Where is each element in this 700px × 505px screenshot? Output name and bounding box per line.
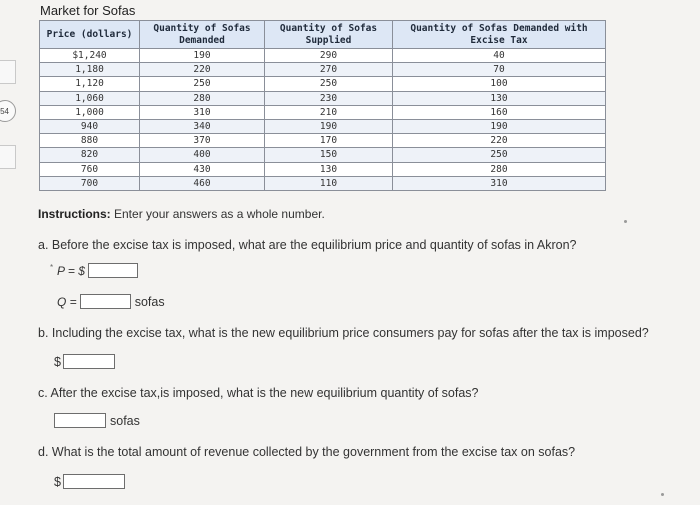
cell-price: 940 [40, 119, 140, 133]
cell-qty-supplied: 170 [265, 134, 393, 148]
dollar-sign: $ [54, 474, 61, 489]
cell-price: 760 [40, 162, 140, 176]
table-row [40, 91, 606, 105]
side-tab[interactable] [0, 60, 16, 84]
question-number-badge[interactable]: 54 [0, 100, 16, 122]
table-row [40, 105, 606, 119]
decorative-dot [661, 493, 664, 496]
header-qty-demanded: Quantity of Sofas Demanded [140, 21, 265, 49]
revenue-answer-row [54, 474, 125, 489]
instructions-text: Enter your answers as a whole number. [110, 207, 325, 221]
cell-qty-demanded-tax: 70 [393, 63, 606, 77]
decorative-dot [624, 220, 627, 223]
instructions [38, 207, 325, 221]
tax-price-answer-row [54, 354, 115, 369]
header-qty-supplied: Quantity of Sofas Supplied [265, 21, 393, 49]
cell-qty-demanded: 190 [140, 49, 265, 63]
header-price: Price (dollars) [40, 21, 140, 49]
cell-qty-demanded-tax: 160 [393, 105, 606, 119]
cell-qty-demanded: 370 [140, 134, 265, 148]
cell-qty-demanded-tax: 250 [393, 148, 606, 162]
quantity-label: Q = [57, 294, 77, 309]
question-b-text: b. Including the excise tax, what is the new equilibrium price consumers pay for sofas after the tax is imposed? [38, 326, 649, 340]
cell-qty-demanded-tax: 220 [393, 134, 606, 148]
cell-price: 1,120 [40, 77, 140, 91]
cell-qty-demanded-tax: 310 [393, 176, 606, 190]
question-a-text: a. Before the excise tax is imposed, what are the equilibrium price and quantity of sofas in Akron? [38, 238, 577, 252]
dollar-sign: $ [54, 354, 61, 369]
cell-qty-supplied: 190 [265, 119, 393, 133]
cell-qty-demanded: 430 [140, 162, 265, 176]
table-row [40, 77, 606, 91]
table-row [40, 176, 606, 190]
cell-qty-demanded: 280 [140, 91, 265, 105]
cell-price: 1,000 [40, 105, 140, 119]
table-row [40, 63, 606, 77]
cell-qty-demanded: 460 [140, 176, 265, 190]
tax-quantity-unit: sofas [110, 413, 140, 428]
cell-qty-demanded: 400 [140, 148, 265, 162]
market-table [39, 20, 606, 191]
cell-qty-demanded: 250 [140, 77, 265, 91]
cell-qty-demanded: 310 [140, 105, 265, 119]
price-answer-row [57, 263, 138, 278]
cell-price: $1,240 [40, 49, 140, 63]
table-header-row [40, 21, 606, 49]
price-input[interactable] [88, 263, 138, 278]
cell-qty-supplied: 110 [265, 176, 393, 190]
cell-price: 880 [40, 134, 140, 148]
table-row [40, 148, 606, 162]
tax-quantity-input[interactable] [54, 413, 106, 428]
header-qty-demanded-tax: Quantity of Sofas Demanded with Excise Tax [393, 21, 606, 49]
cell-qty-demanded: 220 [140, 63, 265, 77]
tax-quantity-answer-row [54, 413, 140, 428]
cell-qty-supplied: 130 [265, 162, 393, 176]
cell-qty-supplied: 210 [265, 105, 393, 119]
cell-price: 700 [40, 176, 140, 190]
instructions-label: Instructions: [38, 207, 111, 221]
quantity-unit: sofas [134, 294, 165, 309]
side-tab[interactable] [0, 145, 16, 169]
table-row [40, 162, 606, 176]
cell-qty-demanded-tax: 100 [393, 77, 606, 91]
tax-price-input[interactable] [63, 354, 115, 369]
table-row [40, 49, 606, 63]
cell-qty-demanded: 340 [140, 119, 265, 133]
cell-price: 1,060 [40, 91, 140, 105]
cell-qty-supplied: 230 [265, 91, 393, 105]
cell-qty-supplied: 290 [265, 49, 393, 63]
quantity-answer-row [57, 294, 165, 309]
cell-qty-demanded-tax: 40 [393, 49, 606, 63]
table-row [40, 134, 606, 148]
cell-qty-supplied: 270 [265, 63, 393, 77]
table-row [40, 119, 606, 133]
cell-qty-demanded-tax: 280 [393, 162, 606, 176]
table-title: Market for Sofas [40, 3, 136, 18]
cell-price: 1,180 [40, 63, 140, 77]
question-d-text: d. What is the total amount of revenue collected by the government from the excise tax on sofas? [38, 445, 576, 459]
cell-qty-supplied: 150 [265, 148, 393, 162]
cell-qty-demanded-tax: 130 [393, 91, 606, 105]
question-c-text: c. After the excise tax,is imposed, what is the new equilibrium quantity of sofas? [38, 386, 479, 400]
price-label: P = $ [57, 263, 85, 278]
cell-qty-demanded-tax: 190 [393, 119, 606, 133]
quantity-input[interactable] [80, 294, 131, 309]
cell-price: 820 [40, 148, 140, 162]
required-mark: * [50, 263, 54, 272]
revenue-input[interactable] [63, 474, 125, 489]
cell-qty-supplied: 250 [265, 77, 393, 91]
